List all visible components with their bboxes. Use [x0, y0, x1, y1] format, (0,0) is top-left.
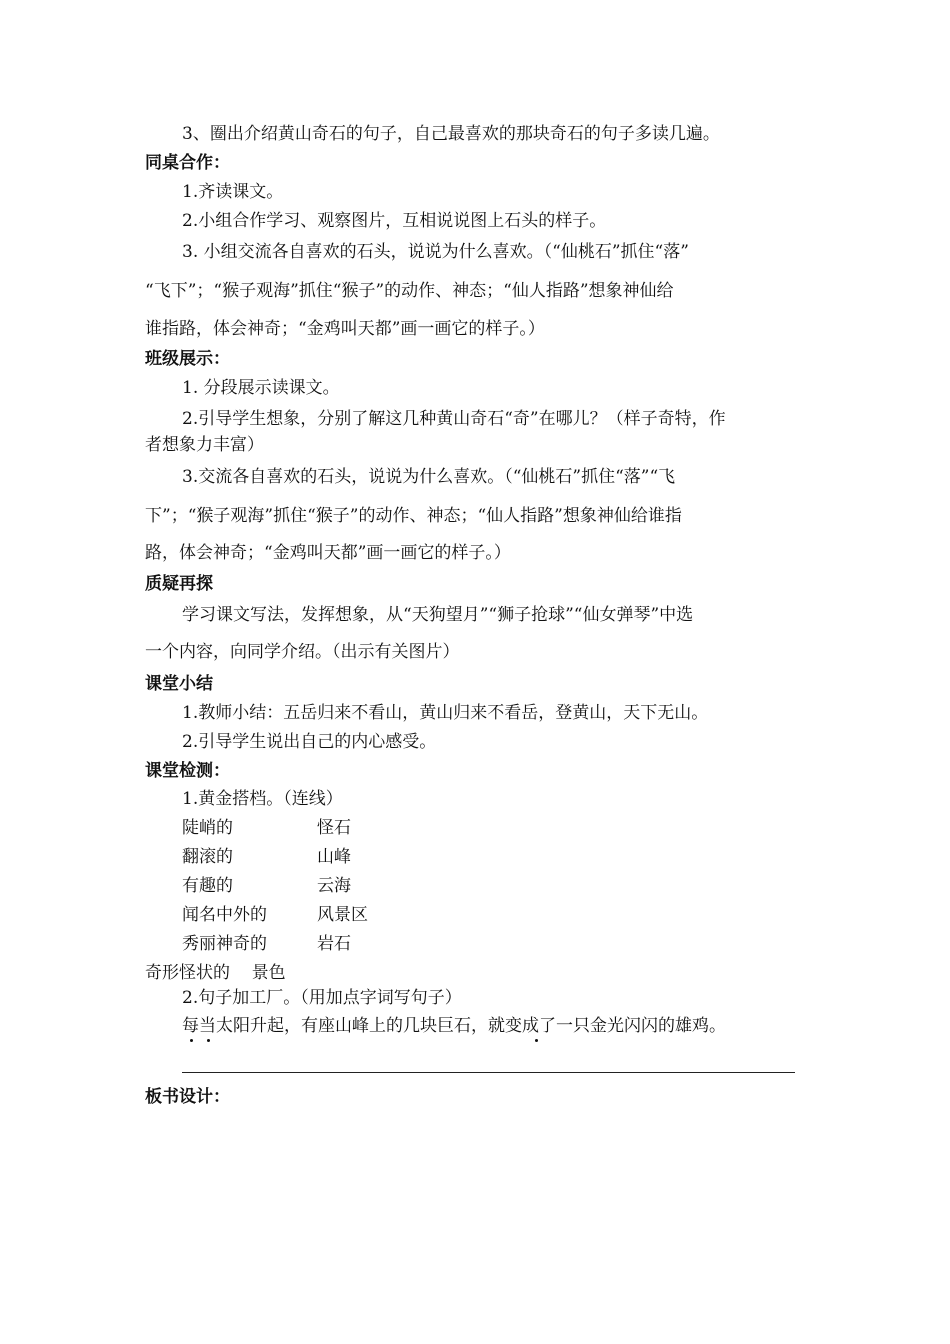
pair-work-item-3-line-2: “飞下”；“猴子观海”抓住“猴子”的动作、神态；“仙人指路”想象神仙给 — [145, 281, 674, 301]
summary-item-2: 2.引导学生说出自己的内心感受。 — [182, 732, 437, 752]
match-right-5: 岩石 — [317, 934, 351, 954]
inquiry-text-line-1: 学习课文写法，发挥想象，从“天狗望月”“狮子抢球”“仙女弹琴”中选 — [182, 605, 694, 625]
emphasis-dot — [190, 1039, 193, 1042]
pair-work-item-1: 1.齐读课文。 — [182, 182, 284, 202]
class-show-item-3-line-2: 下”；“猴子观海”抓住“猴子”的动作、神态；“仙人指路”想象神仙给谁指 — [145, 506, 682, 526]
match-right-2: 山峰 — [317, 847, 351, 867]
match-left-4: 闻名中外的 — [182, 905, 267, 925]
emphasis-dot — [535, 1039, 538, 1042]
section-title-inquiry: 质疑再探 — [145, 574, 213, 594]
pair-work-item-3-line-1: 3. 小组交流各自喜欢的石头，说说为什么喜欢。（“仙桃石”抓住“落” — [182, 242, 689, 262]
summary-item-1: 1.教师小结：五岳归来不看山，黄山归来不看岳，登黄山，天下无山。 — [182, 703, 709, 723]
section-title-pair-work: 同桌合作： — [145, 153, 230, 173]
step-3-text: 3、圈出介绍黄山奇石的句子，自己最喜欢的那块奇石的句子多读几遍。 — [182, 124, 720, 144]
section-title-class-show: 班级展示： — [145, 349, 230, 369]
match-left-2: 翻滚的 — [182, 847, 233, 867]
match-right-4: 风景区 — [317, 905, 368, 925]
answer-line — [182, 1072, 795, 1073]
match-left-1: 陡峭的 — [182, 818, 233, 838]
section-title-check: 课堂检测： — [145, 761, 230, 781]
pair-work-item-3-line-3: 谁指路，体会神奇；“金鸡叫天都”画一画它的样子。） — [145, 319, 545, 339]
match-right-1: 怪石 — [317, 818, 351, 838]
class-show-item-2-line-1: 2.引导学生想象，分别了解这几种黄山奇石“奇”在哪儿？（样子奇特，作 — [182, 409, 726, 429]
section-title-board-design: 板书设计： — [145, 1087, 230, 1107]
match-pair-6: 奇形怪状的 景色 — [145, 963, 286, 983]
pair-work-item-2: 2.小组合作学习、观察图片，互相说说图上石头的样子。 — [182, 211, 607, 231]
check-question-1: 1.黄金搭档。（连线） — [182, 789, 343, 809]
class-show-item-3-line-3: 路，体会神奇；“金鸡叫天都”画一画它的样子。） — [145, 543, 511, 563]
class-show-item-2-line-2: 者想象力丰富） — [145, 435, 264, 455]
match-left-3: 有趣的 — [182, 876, 233, 896]
class-show-item-3-line-1: 3.交流各自喜欢的石头，说说为什么喜欢。（“仙桃石”抓住“落”“飞 — [182, 467, 676, 487]
match-left-5: 秀丽神奇的 — [182, 934, 267, 954]
check-question-2: 2.句子加工厂。（用加点字词写句子） — [182, 988, 462, 1008]
inquiry-text-line-2: 一个内容，向同学介绍。（出示有关图片） — [145, 642, 460, 662]
emphasis-dot — [207, 1039, 210, 1042]
match-right-3: 云海 — [317, 876, 351, 896]
class-show-item-1: 1. 分段展示读课文。 — [182, 378, 340, 398]
section-title-summary: 课堂小结 — [145, 674, 213, 694]
check-sentence: 每当太阳升起，有座山峰上的几块巨石，就变成了一只金光闪闪的雄鸡。 — [182, 1016, 726, 1036]
